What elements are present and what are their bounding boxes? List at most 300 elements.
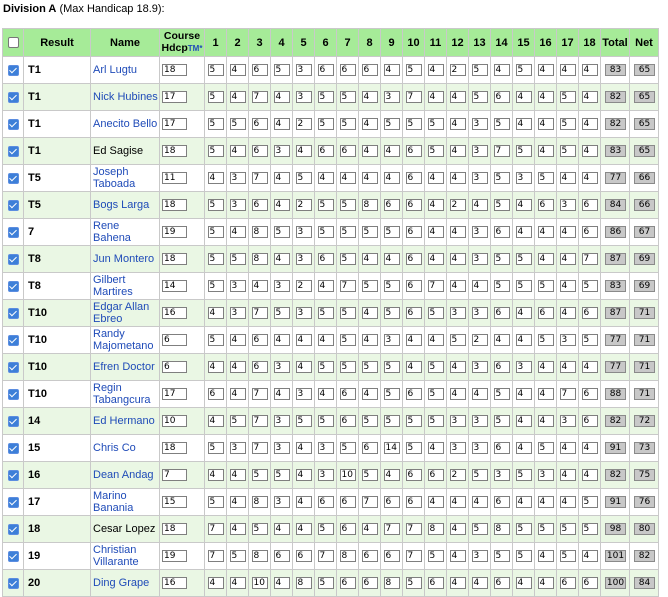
hole-score-input[interactable]: 5 <box>340 253 356 265</box>
row-checkbox[interactable] <box>8 173 19 184</box>
hole-score-input[interactable]: 7 <box>384 523 400 535</box>
hole-score-input[interactable]: 3 <box>318 442 334 454</box>
hole-score-input[interactable]: 5 <box>494 550 510 562</box>
hole-score-input[interactable]: 4 <box>538 415 554 427</box>
hole-score-input[interactable]: 5 <box>538 280 554 292</box>
hole-score-input[interactable]: 5 <box>208 253 224 265</box>
hole-score-input[interactable]: 4 <box>472 496 488 508</box>
hole-score-input[interactable]: 4 <box>296 442 312 454</box>
hole-score-input[interactable]: 2 <box>472 334 488 346</box>
hole-score-input[interactable]: 6 <box>406 388 422 400</box>
hole-score-input[interactable]: 6 <box>208 388 224 400</box>
hdcp-input[interactable]: 11 <box>162 172 187 184</box>
hole-score-input[interactable]: 5 <box>274 64 290 76</box>
hole-score-input[interactable]: 4 <box>450 172 466 184</box>
player-name-link[interactable]: Efren Doctor <box>93 361 155 373</box>
hole-score-input[interactable]: 6 <box>406 199 422 211</box>
hdcp-input[interactable]: 19 <box>162 550 187 562</box>
hole-score-input[interactable]: 5 <box>340 91 356 103</box>
hole-score-input[interactable]: 4 <box>208 577 224 589</box>
hole-score-input[interactable]: 5 <box>318 118 334 130</box>
hole-score-input[interactable]: 6 <box>582 415 598 427</box>
player-name-link[interactable]: Jun Montero <box>93 253 155 265</box>
row-select-cell[interactable] <box>3 138 24 165</box>
hole-score-input[interactable]: 5 <box>384 388 400 400</box>
hdcp-input[interactable]: 18 <box>162 523 187 535</box>
hole-score-input[interactable]: 4 <box>274 253 290 265</box>
row-select-cell[interactable] <box>3 246 24 273</box>
row-checkbox[interactable] <box>8 524 19 535</box>
row-select-cell[interactable] <box>3 84 24 111</box>
hole-score-input[interactable]: 4 <box>318 388 334 400</box>
hole-score-input[interactable]: 5 <box>428 415 444 427</box>
hole-score-input[interactable]: 5 <box>538 172 554 184</box>
hole-score-input[interactable]: 4 <box>516 199 532 211</box>
hole-score-input[interactable]: 5 <box>494 253 510 265</box>
hole-header[interactable]: 1 <box>205 29 227 57</box>
hole-header[interactable]: 12 <box>447 29 469 57</box>
hole-header[interactable]: 5 <box>293 29 315 57</box>
hole-score-input[interactable]: 6 <box>252 334 268 346</box>
hole-score-input[interactable]: 4 <box>472 388 488 400</box>
hole-score-input[interactable]: 4 <box>428 442 444 454</box>
hole-score-input[interactable]: 3 <box>494 469 510 481</box>
hole-score-input[interactable]: 4 <box>450 550 466 562</box>
hole-score-input[interactable]: 7 <box>362 496 378 508</box>
player-name-link[interactable]: Ed Hermano <box>93 415 155 427</box>
hole-score-input[interactable]: 4 <box>538 388 554 400</box>
total-header[interactable]: Total <box>601 29 630 57</box>
hole-header[interactable]: 10 <box>403 29 425 57</box>
hole-score-input[interactable]: 3 <box>384 91 400 103</box>
hole-score-input[interactable]: 3 <box>472 145 488 157</box>
row-select-cell[interactable] <box>3 354 24 381</box>
player-name-link[interactable]: Ding Grape <box>93 577 150 589</box>
hole-score-input[interactable]: 3 <box>274 361 290 373</box>
hole-score-input[interactable]: 3 <box>274 280 290 292</box>
hole-score-input[interactable]: 4 <box>472 199 488 211</box>
hole-score-input[interactable]: 4 <box>450 361 466 373</box>
hole-score-input[interactable]: 3 <box>230 307 246 319</box>
hole-score-input[interactable]: 5 <box>428 145 444 157</box>
hole-score-input[interactable]: 4 <box>516 577 532 589</box>
hole-score-input[interactable]: 3 <box>384 334 400 346</box>
hole-score-input[interactable]: 8 <box>252 253 268 265</box>
hole-score-input[interactable]: 2 <box>296 199 312 211</box>
hole-score-input[interactable]: 4 <box>560 442 576 454</box>
hole-score-input[interactable]: 5 <box>406 64 422 76</box>
hole-score-input[interactable]: 3 <box>230 199 246 211</box>
hole-score-input[interactable]: 4 <box>362 172 378 184</box>
hdcp-input[interactable]: 6 <box>162 334 187 346</box>
hole-header[interactable]: 9 <box>381 29 403 57</box>
hole-score-input[interactable]: 4 <box>516 91 532 103</box>
hole-score-input[interactable]: 7 <box>340 280 356 292</box>
hole-score-input[interactable]: 4 <box>406 334 422 346</box>
hole-score-input[interactable]: 5 <box>340 226 356 238</box>
hole-score-input[interactable]: 4 <box>450 577 466 589</box>
hdcp-input[interactable]: 18 <box>162 253 187 265</box>
hole-score-input[interactable]: 4 <box>582 361 598 373</box>
hole-score-input[interactable]: 4 <box>582 64 598 76</box>
hole-score-input[interactable]: 4 <box>516 442 532 454</box>
hole-score-input[interactable]: 5 <box>208 226 224 238</box>
hole-score-input[interactable]: 8 <box>252 496 268 508</box>
hole-score-input[interactable]: 2 <box>296 280 312 292</box>
hole-score-input[interactable]: 4 <box>428 226 444 238</box>
hole-score-input[interactable]: 5 <box>494 172 510 184</box>
hole-score-input[interactable]: 3 <box>230 280 246 292</box>
hole-score-input[interactable]: 5 <box>318 307 334 319</box>
hole-score-input[interactable]: 5 <box>582 496 598 508</box>
hole-score-input[interactable]: 4 <box>582 469 598 481</box>
hole-score-input[interactable]: 5 <box>208 442 224 454</box>
hole-score-input[interactable]: 6 <box>406 253 422 265</box>
hole-score-input[interactable]: 4 <box>560 226 576 238</box>
hole-score-input[interactable]: 4 <box>582 442 598 454</box>
hole-score-input[interactable]: 8 <box>296 577 312 589</box>
hole-score-input[interactable]: 7 <box>252 307 268 319</box>
row-select-cell[interactable] <box>3 408 24 435</box>
hole-score-input[interactable]: 4 <box>274 118 290 130</box>
hole-score-input[interactable]: 4 <box>384 469 400 481</box>
row-checkbox[interactable] <box>8 308 19 319</box>
hole-score-input[interactable]: 6 <box>494 91 510 103</box>
hole-score-input[interactable]: 6 <box>340 415 356 427</box>
hole-score-input[interactable]: 4 <box>450 388 466 400</box>
hole-score-input[interactable]: 6 <box>406 469 422 481</box>
hole-score-input[interactable]: 4 <box>230 469 246 481</box>
player-name-link[interactable]: Dean Andag <box>93 469 154 481</box>
net-header[interactable]: Net <box>630 29 659 57</box>
hole-score-input[interactable]: 5 <box>538 334 554 346</box>
hdcp-input[interactable]: 17 <box>162 388 187 400</box>
hole-score-input[interactable]: 5 <box>362 280 378 292</box>
hole-score-input[interactable]: 3 <box>450 415 466 427</box>
hole-score-input[interactable]: 5 <box>384 226 400 238</box>
hole-score-input[interactable]: 7 <box>318 550 334 562</box>
hole-score-input[interactable]: 4 <box>428 172 444 184</box>
hole-score-input[interactable]: 4 <box>230 361 246 373</box>
hole-score-input[interactable]: 3 <box>318 469 334 481</box>
hole-score-input[interactable]: 3 <box>274 415 290 427</box>
hole-score-input[interactable]: 5 <box>384 361 400 373</box>
hole-score-input[interactable]: 5 <box>428 388 444 400</box>
hole-score-input[interactable]: 6 <box>428 469 444 481</box>
hole-score-input[interactable]: 6 <box>318 253 334 265</box>
hole-score-input[interactable]: 3 <box>450 307 466 319</box>
hole-score-input[interactable]: 6 <box>582 307 598 319</box>
hole-score-input[interactable]: 7 <box>252 442 268 454</box>
hole-score-input[interactable]: 5 <box>318 199 334 211</box>
hole-score-input[interactable]: 6 <box>318 145 334 157</box>
hole-score-input[interactable]: 4 <box>450 253 466 265</box>
hole-score-input[interactable]: 5 <box>494 415 510 427</box>
hole-score-input[interactable]: 3 <box>274 496 290 508</box>
hole-score-input[interactable]: 3 <box>296 253 312 265</box>
hole-score-input[interactable]: 6 <box>340 388 356 400</box>
hole-score-input[interactable]: 3 <box>296 388 312 400</box>
hole-score-input[interactable]: 7 <box>252 415 268 427</box>
hole-score-input[interactable]: 10 <box>340 469 356 481</box>
hole-score-input[interactable]: 4 <box>230 145 246 157</box>
hole-score-input[interactable]: 5 <box>516 145 532 157</box>
hdcp-input[interactable]: 14 <box>162 280 187 292</box>
hole-score-input[interactable]: 4 <box>362 307 378 319</box>
hole-score-input[interactable]: 6 <box>340 523 356 535</box>
hole-score-input[interactable]: 4 <box>230 388 246 400</box>
hole-score-input[interactable]: 3 <box>560 199 576 211</box>
hole-score-input[interactable]: 6 <box>406 307 422 319</box>
hole-score-input[interactable]: 4 <box>560 253 576 265</box>
hole-score-input[interactable]: 4 <box>340 172 356 184</box>
hole-score-input[interactable]: 4 <box>230 64 246 76</box>
hole-score-input[interactable]: 3 <box>472 550 488 562</box>
hole-score-input[interactable]: 2 <box>450 199 466 211</box>
hole-score-input[interactable]: 4 <box>516 415 532 427</box>
hole-score-input[interactable]: 2 <box>450 469 466 481</box>
row-checkbox[interactable] <box>8 65 19 76</box>
hole-score-input[interactable]: 4 <box>538 91 554 103</box>
hole-score-input[interactable]: 4 <box>384 253 400 265</box>
hole-score-input[interactable]: 6 <box>384 496 400 508</box>
hole-score-input[interactable]: 5 <box>472 469 488 481</box>
hole-score-input[interactable]: 5 <box>472 64 488 76</box>
hole-score-input[interactable]: 6 <box>362 442 378 454</box>
hole-score-input[interactable]: 5 <box>406 442 422 454</box>
row-select-cell[interactable] <box>3 192 24 219</box>
hole-score-input[interactable]: 5 <box>230 118 246 130</box>
hole-score-input[interactable]: 4 <box>230 91 246 103</box>
select-all-checkbox[interactable] <box>8 37 19 48</box>
hole-score-input[interactable]: 4 <box>472 280 488 292</box>
hole-score-input[interactable]: 5 <box>560 145 576 157</box>
hole-score-input[interactable]: 5 <box>560 550 576 562</box>
hole-score-input[interactable]: 5 <box>516 253 532 265</box>
player-name-link[interactable]: Bogs Larga <box>93 199 150 211</box>
hole-score-input[interactable]: 6 <box>428 577 444 589</box>
hole-score-input[interactable]: 6 <box>406 496 422 508</box>
hole-score-input[interactable]: 5 <box>362 415 378 427</box>
player-name-link[interactable]: Marino Banania <box>93 490 134 514</box>
hole-score-input[interactable]: 7 <box>406 523 422 535</box>
hole-score-input[interactable]: 4 <box>208 415 224 427</box>
row-checkbox[interactable] <box>8 200 19 211</box>
hole-score-input[interactable]: 5 <box>450 334 466 346</box>
hole-score-input[interactable]: 5 <box>428 118 444 130</box>
hole-score-input[interactable]: 6 <box>252 145 268 157</box>
hole-score-input[interactable]: 6 <box>340 577 356 589</box>
hole-score-input[interactable]: 3 <box>230 172 246 184</box>
hole-score-input[interactable]: 5 <box>208 91 224 103</box>
hole-score-input[interactable]: 4 <box>560 307 576 319</box>
hole-score-input[interactable]: 7 <box>406 550 422 562</box>
hole-header[interactable]: 8 <box>359 29 381 57</box>
hole-score-input[interactable]: 5 <box>406 577 422 589</box>
hole-score-input[interactable]: 5 <box>494 280 510 292</box>
player-name-link[interactable]: Arl Lugtu <box>93 64 138 76</box>
hole-score-input[interactable]: 6 <box>362 550 378 562</box>
hole-score-input[interactable]: 4 <box>560 280 576 292</box>
row-checkbox[interactable] <box>8 227 19 238</box>
hole-score-input[interactable]: 4 <box>362 388 378 400</box>
hole-score-input[interactable]: 7 <box>494 145 510 157</box>
hole-score-input[interactable]: 4 <box>516 226 532 238</box>
hole-header[interactable]: 14 <box>491 29 513 57</box>
hole-score-input[interactable]: 6 <box>494 361 510 373</box>
hole-score-input[interactable]: 8 <box>362 199 378 211</box>
hole-score-input[interactable]: 5 <box>494 199 510 211</box>
hole-score-input[interactable]: 7 <box>252 91 268 103</box>
hole-score-input[interactable]: 5 <box>384 415 400 427</box>
hole-score-input[interactable]: 8 <box>340 550 356 562</box>
hole-score-input[interactable]: 4 <box>274 172 290 184</box>
hole-score-input[interactable]: 6 <box>538 307 554 319</box>
hole-score-input[interactable]: 5 <box>406 118 422 130</box>
hole-score-input[interactable]: 4 <box>274 199 290 211</box>
hole-score-input[interactable]: 4 <box>318 280 334 292</box>
row-select-cell[interactable] <box>3 300 24 327</box>
row-select-cell[interactable] <box>3 543 24 570</box>
hole-score-input[interactable]: 3 <box>516 172 532 184</box>
row-select-cell[interactable] <box>3 462 24 489</box>
hole-score-input[interactable]: 5 <box>538 442 554 454</box>
hole-score-input[interactable]: 8 <box>252 226 268 238</box>
hole-score-input[interactable]: 5 <box>318 577 334 589</box>
hole-header[interactable]: 3 <box>249 29 271 57</box>
hdcp-input[interactable]: 17 <box>162 118 187 130</box>
hdcp-input[interactable]: 18 <box>162 64 187 76</box>
hole-score-input[interactable]: 4 <box>450 523 466 535</box>
row-select-cell[interactable] <box>3 435 24 462</box>
hole-score-input[interactable]: 5 <box>560 118 576 130</box>
hole-score-input[interactable]: 5 <box>252 523 268 535</box>
player-name-link[interactable]: Gilbert Martires <box>93 274 133 298</box>
hole-score-input[interactable]: 4 <box>230 334 246 346</box>
hole-score-input[interactable]: 3 <box>472 415 488 427</box>
hole-score-input[interactable]: 8 <box>252 550 268 562</box>
hole-score-input[interactable]: 4 <box>274 523 290 535</box>
hole-score-input[interactable]: 5 <box>384 307 400 319</box>
course-hdcp-header[interactable] <box>160 29 205 57</box>
hdcp-input[interactable]: 7 <box>162 469 187 481</box>
hole-score-input[interactable]: 4 <box>582 550 598 562</box>
hole-score-input[interactable]: 6 <box>252 118 268 130</box>
hole-score-input[interactable]: 5 <box>318 226 334 238</box>
hole-score-input[interactable]: 6 <box>318 64 334 76</box>
hole-score-input[interactable]: 5 <box>384 280 400 292</box>
hole-score-input[interactable]: 4 <box>428 64 444 76</box>
hole-score-input[interactable]: 4 <box>230 226 246 238</box>
hole-header[interactable]: 16 <box>535 29 557 57</box>
row-checkbox[interactable] <box>8 389 19 400</box>
hole-score-input[interactable]: 5 <box>230 415 246 427</box>
hole-score-input[interactable]: 4 <box>450 226 466 238</box>
hole-score-input[interactable]: 7 <box>560 388 576 400</box>
hole-score-input[interactable]: 6 <box>384 550 400 562</box>
hole-score-input[interactable]: 5 <box>516 469 532 481</box>
hole-score-input[interactable]: 5 <box>340 118 356 130</box>
hole-score-input[interactable]: 6 <box>384 199 400 211</box>
hole-score-input[interactable]: 5 <box>208 334 224 346</box>
hole-score-input[interactable]: 5 <box>230 550 246 562</box>
hole-score-input[interactable]: 5 <box>208 64 224 76</box>
hole-score-input[interactable]: 4 <box>494 64 510 76</box>
hole-score-input[interactable]: 7 <box>252 388 268 400</box>
row-checkbox[interactable] <box>8 416 19 427</box>
hole-score-input[interactable]: 4 <box>296 145 312 157</box>
hole-score-input[interactable]: 5 <box>516 280 532 292</box>
hole-score-input[interactable]: 4 <box>560 469 576 481</box>
hole-score-input[interactable]: 4 <box>208 469 224 481</box>
row-checkbox[interactable] <box>8 254 19 265</box>
hole-score-input[interactable]: 2 <box>296 118 312 130</box>
hole-header[interactable]: 13 <box>469 29 491 57</box>
hole-score-input[interactable]: 4 <box>296 361 312 373</box>
hole-score-input[interactable]: 5 <box>582 334 598 346</box>
hole-score-input[interactable]: 5 <box>516 550 532 562</box>
player-name-link[interactable]: Nick Hubines <box>93 91 158 103</box>
hole-score-input[interactable]: 6 <box>406 226 422 238</box>
hole-score-input[interactable]: 3 <box>472 253 488 265</box>
hole-score-input[interactable]: 4 <box>296 496 312 508</box>
hole-score-input[interactable]: 4 <box>494 334 510 346</box>
hole-score-input[interactable]: 4 <box>516 388 532 400</box>
hole-score-input[interactable]: 4 <box>208 172 224 184</box>
hole-score-input[interactable]: 5 <box>340 307 356 319</box>
row-checkbox[interactable] <box>8 497 19 508</box>
hole-score-input[interactable]: 6 <box>318 496 334 508</box>
hole-score-input[interactable]: 4 <box>450 280 466 292</box>
hole-score-input[interactable]: 4 <box>274 577 290 589</box>
select-all-header[interactable] <box>3 29 24 57</box>
hole-score-input[interactable]: 6 <box>340 496 356 508</box>
hole-score-input[interactable]: 4 <box>428 334 444 346</box>
hole-header[interactable]: 17 <box>557 29 579 57</box>
row-select-cell[interactable] <box>3 111 24 138</box>
hole-score-input[interactable]: 5 <box>340 199 356 211</box>
result-header[interactable]: Result <box>24 29 91 57</box>
hole-score-input[interactable]: 4 <box>362 145 378 157</box>
hole-score-input[interactable]: 5 <box>560 523 576 535</box>
hole-score-input[interactable]: 4 <box>274 388 290 400</box>
hole-header[interactable]: 6 <box>315 29 337 57</box>
hole-score-input[interactable]: 4 <box>450 118 466 130</box>
hole-score-input[interactable]: 5 <box>582 280 598 292</box>
hole-score-input[interactable]: 5 <box>252 469 268 481</box>
hole-score-input[interactable]: 7 <box>208 523 224 535</box>
hole-score-input[interactable]: 6 <box>494 442 510 454</box>
hole-score-input[interactable]: 5 <box>208 280 224 292</box>
hole-score-input[interactable]: 5 <box>340 442 356 454</box>
hole-score-input[interactable]: 6 <box>582 577 598 589</box>
hole-score-input[interactable]: 6 <box>340 145 356 157</box>
hole-score-input[interactable]: 4 <box>318 172 334 184</box>
hole-score-input[interactable]: 3 <box>538 469 554 481</box>
row-select-cell[interactable] <box>3 57 24 84</box>
hole-header[interactable]: 11 <box>425 29 447 57</box>
row-select-cell[interactable] <box>3 273 24 300</box>
player-name-link[interactable]: Rene Bahena <box>93 220 131 244</box>
hole-score-input[interactable]: 3 <box>274 145 290 157</box>
hole-score-input[interactable]: 6 <box>582 226 598 238</box>
name-header[interactable]: Name <box>91 29 160 57</box>
hole-score-input[interactable]: 5 <box>274 469 290 481</box>
row-checkbox[interactable] <box>8 119 19 130</box>
hole-score-input[interactable]: 4 <box>384 145 400 157</box>
hole-score-input[interactable]: 5 <box>362 469 378 481</box>
hole-score-input[interactable]: 5 <box>340 361 356 373</box>
